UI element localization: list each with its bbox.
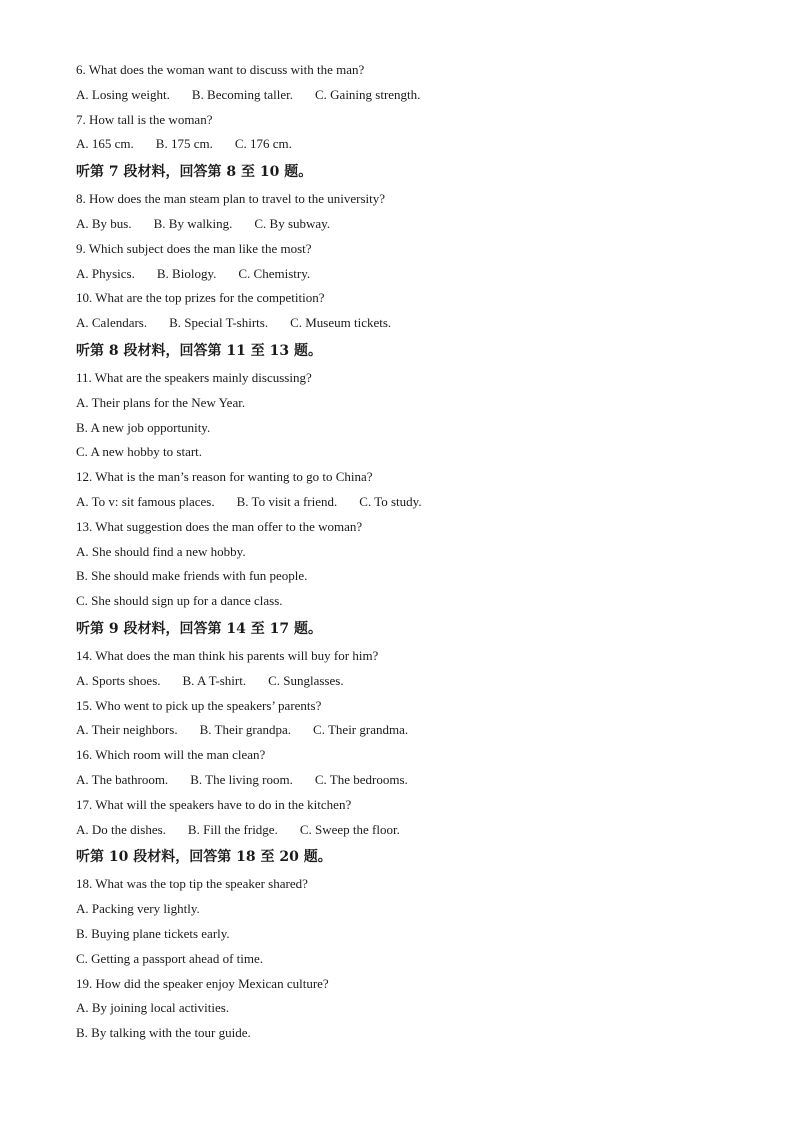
answer-options bbox=[76, 718, 766, 743]
answer-option: B. Their grandpa. bbox=[199, 722, 292, 738]
question-line: 13. What suggestion does the man offer to the woman? bbox=[76, 518, 363, 534]
answer-options bbox=[76, 669, 766, 694]
exam-page bbox=[76, 58, 766, 1046]
question-line: 12. What is the man’s reason for wanting to go to China? bbox=[76, 469, 373, 485]
question-line: C. A new hobby to start. bbox=[76, 444, 203, 460]
question-line: 8. How does the man steam plan to travel to the university? bbox=[76, 191, 386, 207]
answer-options bbox=[76, 490, 766, 515]
answer-option: C. By subway. bbox=[254, 215, 331, 231]
answer-option: C. The bedrooms. bbox=[314, 771, 408, 787]
answer-option: C. Gaining strength. bbox=[314, 86, 421, 102]
question-line: 19. How did the speaker enjoy Mexican culture? bbox=[76, 975, 329, 991]
answer-option: C. To study. bbox=[359, 493, 422, 509]
question-line: B. She should make friends with fun people. bbox=[76, 568, 308, 584]
question-line: B. By talking with the tour guide. bbox=[76, 1025, 251, 1041]
answer-options bbox=[76, 311, 766, 336]
question-line: 16. Which room will the man clean? bbox=[76, 747, 266, 763]
question-line: 14. What does the man think his parents will buy for him? bbox=[76, 647, 379, 663]
question-line: 6. What does the woman want to discuss with the man? bbox=[76, 62, 365, 77]
answer-option: B. A T-shirt. bbox=[182, 672, 247, 688]
answer-option: C. Sunglasses. bbox=[268, 672, 344, 688]
answer-option: A. To v: sit famous places. bbox=[76, 493, 215, 509]
answer-option: B. Becoming taller. bbox=[191, 86, 293, 102]
question-line: B. A new job opportunity. bbox=[76, 419, 211, 435]
answer-options bbox=[76, 212, 766, 237]
answer-options bbox=[76, 818, 766, 843]
question-line: 15. Who went to pick up the speakers’ parents? bbox=[76, 697, 322, 713]
section-heading: 听第 7 段材料，回答第 8 至 10 题。 bbox=[76, 164, 313, 181]
question-line: A. Packing very lightly. bbox=[76, 901, 200, 917]
question-line: 7. How tall is the woman? bbox=[76, 111, 213, 127]
question-line: 10. What are the top prizes for the competition? bbox=[76, 290, 325, 306]
answer-option: B. Special T-shirts. bbox=[169, 315, 269, 331]
question-line: 9. Which subject does the man like the most? bbox=[76, 240, 312, 256]
answer-options bbox=[76, 83, 766, 108]
answer-option: A. Their neighbors. bbox=[76, 722, 178, 738]
answer-option: A. Do the dishes. bbox=[76, 821, 166, 837]
answer-option: C. Sweep the floor. bbox=[299, 821, 400, 837]
section-heading: 听第 9 段材料，回答第 14 至 17 题。 bbox=[76, 620, 322, 637]
answer-option: A. The bathroom. bbox=[76, 771, 169, 787]
question-line: B. Buying plane tickets early. bbox=[76, 925, 230, 941]
answer-option: C. Museum tickets. bbox=[290, 315, 392, 331]
answer-option: A. By bus. bbox=[76, 215, 132, 231]
question-line: C. She should sign up for a dance class. bbox=[76, 593, 283, 609]
question-line: A. She should find a new hobby. bbox=[76, 543, 246, 559]
answer-option: B. The living room. bbox=[190, 771, 293, 787]
answer-options bbox=[76, 132, 766, 157]
answer-option: A. Physics. bbox=[76, 265, 135, 281]
question-line: 18. What was the top tip the speaker shared? bbox=[76, 876, 308, 892]
answer-option: A. 165 cm. bbox=[76, 136, 134, 152]
question-line: A. By joining local activities. bbox=[76, 1000, 230, 1016]
answer-option: B. By walking. bbox=[153, 215, 233, 231]
question-line: 11. What are the speakers mainly discussing? bbox=[76, 369, 312, 385]
answer-option: C. 176 cm. bbox=[234, 136, 292, 152]
answer-options bbox=[76, 768, 766, 793]
answer-option: B. Fill the fridge. bbox=[187, 821, 278, 837]
answer-options bbox=[76, 262, 766, 287]
question-line: 17. What will the speakers have to do in the kitchen? bbox=[76, 796, 352, 812]
section-heading: 听第 10 段材料，回答第 18 至 20 题。 bbox=[76, 849, 332, 866]
answer-option: A. Sports shoes. bbox=[76, 672, 161, 688]
answer-option: B. 175 cm. bbox=[155, 136, 213, 152]
answer-option: C. Their grandma. bbox=[313, 722, 409, 738]
section-heading: 听第 8 段材料，回答第 11 至 13 题。 bbox=[76, 342, 322, 359]
question-line: A. Their plans for the New Year. bbox=[76, 394, 246, 410]
answer-option: B. To visit a friend. bbox=[236, 493, 338, 509]
answer-option: C. Chemistry. bbox=[238, 265, 311, 281]
answer-option: B. Biology. bbox=[156, 265, 217, 281]
answer-option: A. Calendars. bbox=[76, 315, 148, 331]
question-line: C. Getting a passport ahead of time. bbox=[76, 950, 264, 966]
answer-option: A. Losing weight. bbox=[76, 86, 170, 102]
